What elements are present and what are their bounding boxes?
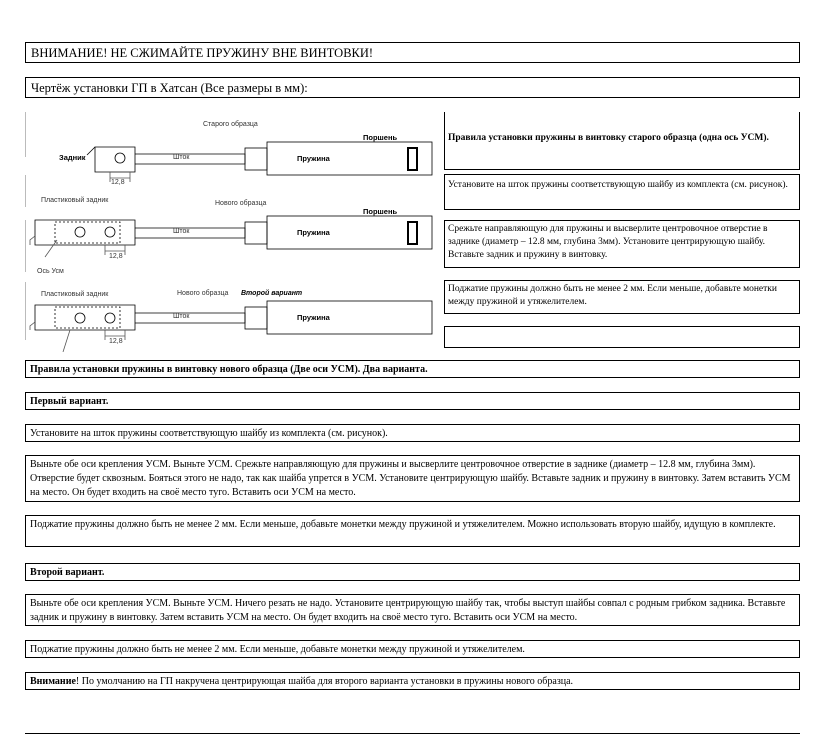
label-dim-3: 12,8 [109, 338, 123, 345]
label-piston-1: Поршень [363, 133, 398, 142]
variant-2-title: Второй вариант. [25, 563, 800, 581]
label-old-type: Старого образца [203, 121, 258, 128]
drawing-lines [25, 112, 445, 352]
label-plastic-butt-2: Пластиковый задник [41, 291, 109, 298]
label-second-variant: Второй вариант [241, 290, 303, 297]
installation-drawing [25, 112, 445, 352]
old-rules-step-2: Срежьте направляющую для пружины и высверлите центровочное отверстие в заднике (диаметр – 12.8 мм, глубина 3мм). Установите центрирующую шайбу. Вставьте задник и пружину в винтовку. [444, 220, 800, 268]
variant-1-title: Первый вариант. [25, 392, 800, 410]
label-new-type: Нового образца [215, 200, 267, 207]
old-rules-step-3: Поджатие пружины должно быть не менее 2 мм. Если меньше, добавьте монетки между пружиной и утяжелителем. [444, 280, 800, 314]
label-dim-2: 12,8 [109, 253, 123, 260]
label-piston-2: Поршень [363, 207, 398, 216]
variant-1-step-1: Установите на шток пружины соответствующую шайбу из комплекта (см. рисунок). [25, 424, 800, 442]
variant-2-step-1: Выньте обе оси крепления УСМ. Выньте УСМ. Ничего резать не надо. Установите центрирующую шайбу так, чтобы выступ шайбы совпал с родным грибком задника. Вставьте задник и пружину в винтовку. Затем вставить УСМ на место. Он будет входить на своё место туго. Вставить оси УСМ на место. [25, 594, 800, 626]
new-rules-title: Правила установки пружины в винтовку нового образца (Две оси УСМ). Два варианта. [25, 360, 800, 378]
label-rod-1: Шток [173, 154, 190, 161]
note-text: ! По умолчанию на ГП накручена центрирующая шайба для второго варианта установки в пружины нового образца. [75, 676, 574, 687]
label-spring-2: Пружина [297, 228, 330, 237]
label-butt: Задник [59, 153, 86, 162]
label-rod-3: Шток [173, 313, 190, 320]
bottom-divider [25, 733, 800, 734]
label-spring-3: Пружина [297, 313, 330, 322]
drawing-title-banner [25, 77, 800, 98]
variant-1-step-2: Выньте обе оси крепления УСМ. Выньте УСМ. Срежьте направляющую для пружины и высверлите центровочное отверстие в заднике (диаметр – 12.8 мм, глубина 3мм). Отверстие будет сквозным. Бояться этого не надо, так как шайба упрется в УСМ. Установите центрирующую шайбу. Вставьте задник и пружину в винтовку. Затем вставить УСМ на место. Он будет входить на своё место туго. Вставить оси УСМ на место. [25, 455, 800, 502]
variant-1-step-3: Поджатие пружины должно быть не менее 2 мм. Если меньше, добавьте монетки между пружиной и утяжелителем. Можно использовать вторую шайбу, идущую в комплекте. [25, 515, 800, 547]
warning-text: ВНИМАНИЕ! НЕ СЖИМАЙТЕ ПРУЖИНУ ВНЕ ВИНТОВКИ! [31, 46, 374, 60]
drawing-title: Чертёж установки ГП в Хатсан (Все размеры в мм): [31, 81, 308, 95]
note-label: Внимание [30, 676, 76, 687]
default-note [25, 672, 800, 690]
label-new-type-2: Нового образца [177, 290, 229, 297]
label-spring-1: Пружина [297, 154, 330, 163]
label-dim-1: 12,8 [111, 179, 125, 186]
old-rules-step-1: Установите на шток пружины соответствующую шайбу из комплекта (см. рисунок). [444, 174, 800, 210]
warning-banner [25, 42, 800, 63]
label-usm-axis: Ось Усм [37, 268, 64, 275]
label-rod-2: Шток [173, 228, 190, 235]
old-rules-title: Правила установки пружины в винтовку старого образца (одна ось УСМ). [444, 112, 800, 170]
variant-2-step-2: Поджатие пружины должно быть не менее 2 мм. Если меньше, добавьте монетки между пружиной и утяжелителем. [25, 640, 800, 658]
label-plastic-butt-1: Пластиковый задник [41, 197, 109, 204]
old-rules-empty [444, 326, 800, 348]
